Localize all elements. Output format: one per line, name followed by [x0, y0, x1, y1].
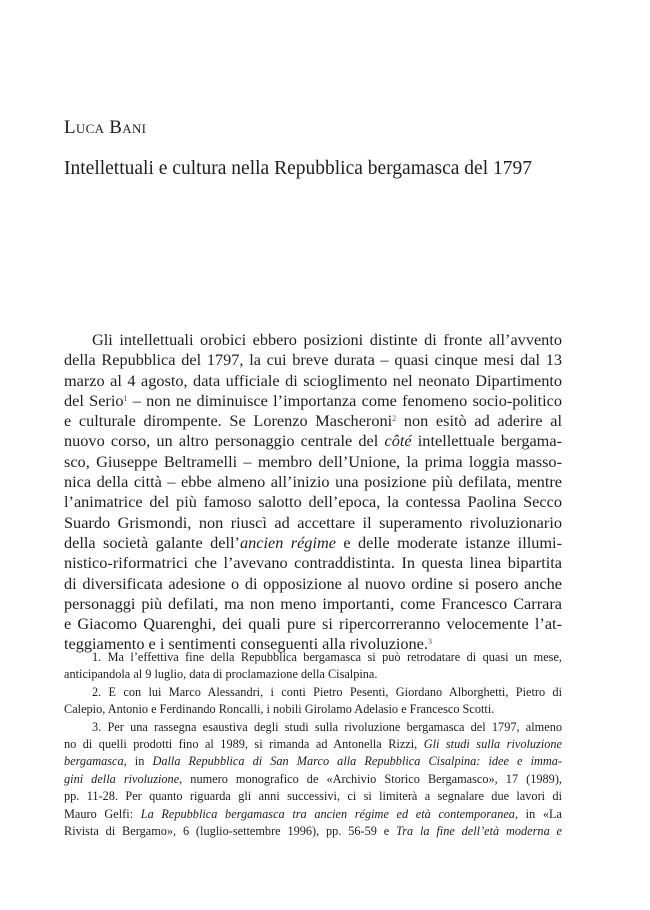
- body-line: e Giacomo Quarenghi, dei quali pure si ripercorreranno velocemente l’at-: [64, 614, 562, 634]
- body-text-fragment: e delle moderate istanze illumi-: [335, 532, 562, 552]
- article-title: Intellettuali e cultura nella Repubblica bergamasca del 1797: [64, 158, 532, 179]
- footnote-text-fragment: , in: [123, 754, 153, 769]
- body-line: nistico-riformatrici che l’avevano contraddistinta. In questa linea bipartita: [64, 553, 562, 573]
- footnote-text-fragment: Mauro Gelfi:: [64, 806, 141, 821]
- body-line: nica della città – ebbe almeno all’inizio una posizione più defilata, mentre: [64, 472, 562, 492]
- italic-citation: La Repubblica bergamasca tra ancien régime ed età contemporanea: [140, 806, 515, 821]
- body-text-fragment: – non ne diminuisce l’importanza come fenomeno socio-politico: [127, 390, 562, 410]
- footnote-2-line: Calepio, Antonio e Ferdinando Roncalli, i nobili Girolamo Adelasio e Francesco Scotti.: [64, 702, 495, 717]
- footnote-text-fragment: , in «La: [514, 806, 563, 821]
- body-text-fragment: e culturale dirompente. Se Lorenzo Mascheroni: [64, 411, 393, 431]
- footnote-3-line: [64, 736, 562, 753]
- footnote-1-line: 1. Ma l’effettiva fine della Repubblica bergamasca si può retrodatare di quasi un mese,: [92, 650, 562, 664]
- footnote-3-line: [64, 771, 562, 788]
- footnote-3-line: [64, 753, 562, 770]
- footnotes: [64, 649, 562, 840]
- footnote-text-fragment: Rivista di Bergamo», 6 (luglio-settembre 1996), pp. 56-59 e: [64, 824, 397, 839]
- footnote-2-line: 2. E con lui Marco Alessandri, i conti Pietro Pesenti, Giordano Alborghetti, Pietro di: [92, 684, 562, 699]
- footnote-3-line: pp. 11-28. Per quanto riguarda gli anni successivi, ci si limiterà a segnalare due lavori di: [64, 789, 562, 804]
- italic-term: côté: [384, 431, 412, 451]
- footnote-3-line: 3. Per una rassegna esaustiva degli studi sulla rivoluzione bergamasca del 1797, almeno: [92, 719, 562, 734]
- body-text-fragment: del Serio: [64, 390, 124, 410]
- body-line: [64, 533, 562, 553]
- body-line: Gli intellettuali orobici ebbero posizioni distinte di fronte all’avvento: [92, 330, 562, 349]
- body-line: l’animatrice del più famoso salotto dell’epoca, la contessa Paolina Secco: [64, 492, 562, 512]
- footnote-1-line: anticipandola al 9 luglio, data di proclamazione della Cisalpina.: [64, 667, 378, 682]
- footnote-3-line: [64, 823, 562, 840]
- footnote-text-fragment: , numero monografico de «Archivio Storico Bergamasco», 17 (1989),: [179, 771, 563, 786]
- body-line: marzo al 4 agosto, data ufficiale di scioglimento nel neonato Dipartimento: [64, 370, 562, 390]
- italic-citation: bergamasca: [64, 754, 124, 769]
- italic-citation: gini della rivoluzione: [64, 771, 180, 786]
- italic-term: ancien régime: [239, 532, 336, 552]
- body-text-fragment: intellettuale bergama-: [411, 431, 562, 451]
- italic-citation: Tra la fine dell’età moderna e: [396, 824, 563, 839]
- body-line: [64, 431, 562, 451]
- body-line: [64, 391, 562, 411]
- body-line: personaggi più defilati, ma non meno importanti, come Francesco Carrara: [64, 593, 562, 613]
- footnote-text-fragment: no di quelli prodotti fino al 1989, si rimanda ad Antonella Rizzi,: [64, 737, 424, 752]
- body-text-fragment: teggiamento e i sentimenti conseguenti alla rivoluzione.: [64, 634, 428, 654]
- body-line: Suardo Grismondi, non riuscì ad accettare il superamento rivoluzionario: [64, 512, 562, 532]
- body-text-fragment: della società galante dell’: [64, 532, 240, 552]
- body-line: della Repubblica del 1797, la cui breve durata – quasi cinque mesi dal 13: [64, 350, 562, 370]
- body-text-fragment: non esitò ad aderire al: [396, 411, 562, 431]
- body-line: [64, 411, 562, 431]
- footnote-3-line: [64, 806, 562, 823]
- footnote-ref-2[interactable]: 2: [392, 414, 397, 424]
- author-name: Luca Bani: [64, 117, 147, 138]
- italic-citation: Gli studi sulla rivoluzione: [423, 737, 562, 752]
- italic-citation: Dalla Repubblica di San Marco alla Repubblica Cisalpina: idee e imma-: [152, 754, 562, 769]
- footnote-ref-1[interactable]: 1: [123, 393, 128, 403]
- body-paragraph: [64, 330, 562, 655]
- footnote-ref-3[interactable]: 3: [427, 637, 432, 647]
- body-line: di diversificata adesione o di opposizione al nuovo ordine si posero anche: [64, 573, 562, 593]
- body-text-fragment: nuovo corso, un altro personaggio centrale del: [64, 431, 385, 451]
- body-line: sco, Giuseppe Beltramelli – membro dell’Unione, la prima loggia masso-: [64, 451, 562, 471]
